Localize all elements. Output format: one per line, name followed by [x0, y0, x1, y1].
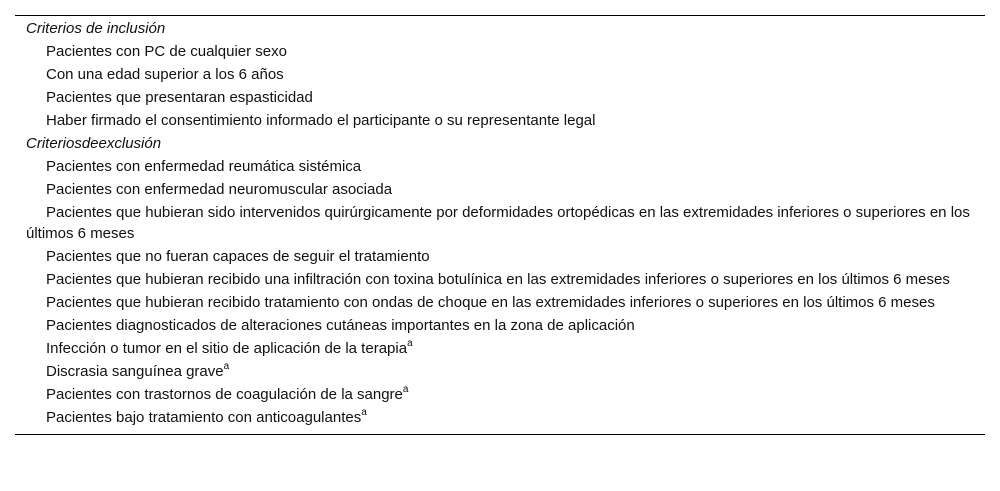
- exclusion-item-text: Pacientes que no fueran capaces de seguir el tratamiento: [46, 248, 430, 265]
- exclusion-item: [26, 407, 971, 428]
- footnote-marker: a: [361, 407, 367, 418]
- exclusion-item-text: Pacientes con trastornos de coagulación de la sangre: [46, 386, 403, 403]
- exclusion-item-text: Pacientes con enfermedad neuromuscular asociada: [46, 181, 393, 198]
- exclusion-item: [26, 246, 971, 267]
- table-body: [15, 16, 971, 428]
- inclusion-item: Haber firmado el consentimiento informado el participante o su representante legal: [46, 112, 596, 129]
- inclusion-item: Con una edad superior a los 6 años: [46, 66, 284, 83]
- exclusion-item: [26, 292, 971, 313]
- table-bottom-rule: [15, 434, 985, 435]
- exclusion-item-text: Pacientes que hubieran sido intervenidos quirúrgicamente por deformidades ortopédicas en las extremidades inferiores o superiores en los últimos 6 meses: [26, 204, 970, 242]
- exclusion-item: [26, 179, 971, 200]
- exclusion-item-text: Discrasia sanguínea grave: [46, 363, 224, 380]
- exclusion-item-text: Pacientes bajo tratamiento con anticoagulantes: [46, 409, 362, 426]
- exclusion-item: [26, 338, 971, 359]
- exclusion-item-text: Pacientes que hubieran recibido una infiltración con toxina botulínica en las extremidades inferiores o superiores en los últimos 6 meses: [46, 271, 950, 288]
- exclusion-item-text: Pacientes con enfermedad reumática sistémica: [46, 158, 362, 175]
- exclusion-item: [26, 202, 971, 244]
- exclusion-item-text: Pacientes que hubieran recibido tratamiento con ondas de choque en las extremidades inferiores o superiores en los últimos 6 meses: [46, 294, 935, 311]
- inclusion-heading: Criterios de inclusión: [26, 20, 166, 37]
- exclusion-item-text: Infección o tumor en el sitio de aplicación de la terapia: [46, 340, 408, 357]
- exclusion-item: [26, 156, 971, 177]
- inclusion-item: Pacientes con PC de cualquier sexo: [46, 43, 287, 60]
- exclusion-item-text: Pacientes diagnosticados de alteraciones cutáneas importantes en la zona de aplicación: [46, 317, 635, 334]
- exclusion-item: [26, 269, 971, 290]
- footnote-marker: a: [402, 384, 409, 395]
- criteria-table: [15, 15, 985, 435]
- footnote-marker: a: [407, 338, 413, 349]
- exclusion-heading: Criteriosdeexclusión: [26, 135, 162, 152]
- exclusion-item: [26, 361, 971, 382]
- exclusion-item: [26, 315, 971, 336]
- exclusion-item: [26, 384, 971, 405]
- inclusion-item: Pacientes que presentaran espasticidad: [46, 89, 313, 106]
- footnote-marker: a: [223, 361, 230, 372]
